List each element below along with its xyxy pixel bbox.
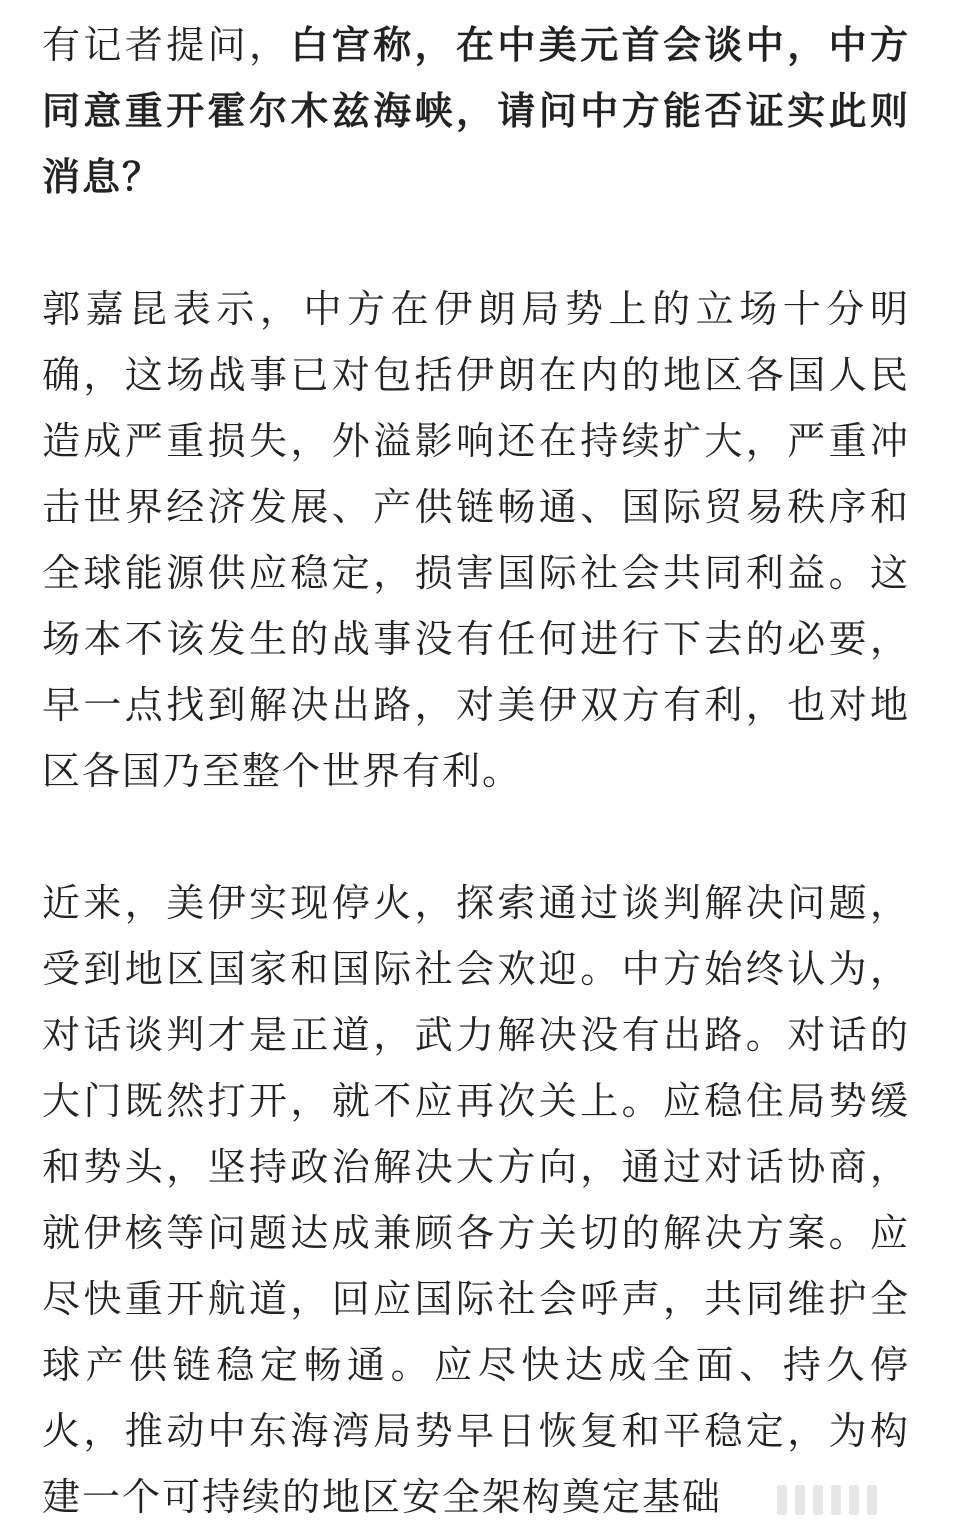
article-body <box>42 12 910 1530</box>
question-paragraph <box>42 12 910 210</box>
watermark-bar <box>813 1485 823 1515</box>
watermark-bar <box>867 1485 877 1515</box>
question-intro-text: 有记者提问， <box>42 23 291 67</box>
watermark-bar <box>795 1485 805 1515</box>
answer-paragraph-2: 近来，美伊实现停火，探索通过谈判解决问题，受到地区国家和国际社会欢迎。中方始终认为，对话谈判才是正道，武力解决没有出路。对话的大门既然打开，就不应再次关上。应稳住局势缓和势头，坚持政治解决大方向，通过对话协商，就伊核等问题达成兼顾各方关切的解决方案。应尽快重开航道，回应国际社会呼声，共同维护全球产供链稳定畅通。应尽快达成全面、持久停火，推动中东海湾局势早日恢复和平稳定，为构建一个可持续的地区安全架构奠定基础 <box>42 881 910 1519</box>
watermark-bar <box>831 1485 841 1515</box>
watermark-bar <box>777 1485 787 1515</box>
answer-paragraph-1: 郭嘉昆表示，中方在伊朗局势上的立场十分明确，这场战事已对包括伊朗在内的地区各国人民造成严重损失，外溢影响还在持续扩大，严重冲击世界经济发展、产供链畅通、国际贸易秩序和全球能源供应稳定，损害国际社会共同利益。这场本不该发生的战事没有任何进行下去的必要，早一点找到解决出路，对美伊双方有利，也对地区各国乃至整个世界有利。 <box>42 287 910 793</box>
watermark-bar <box>849 1485 859 1515</box>
question-bold-text: 白宫称，在中美元首会谈中，中方同意重开霍尔木兹海峡，请问中方能否证实此则消息？ <box>42 23 910 199</box>
faded-logo-icon <box>712 1475 942 1525</box>
